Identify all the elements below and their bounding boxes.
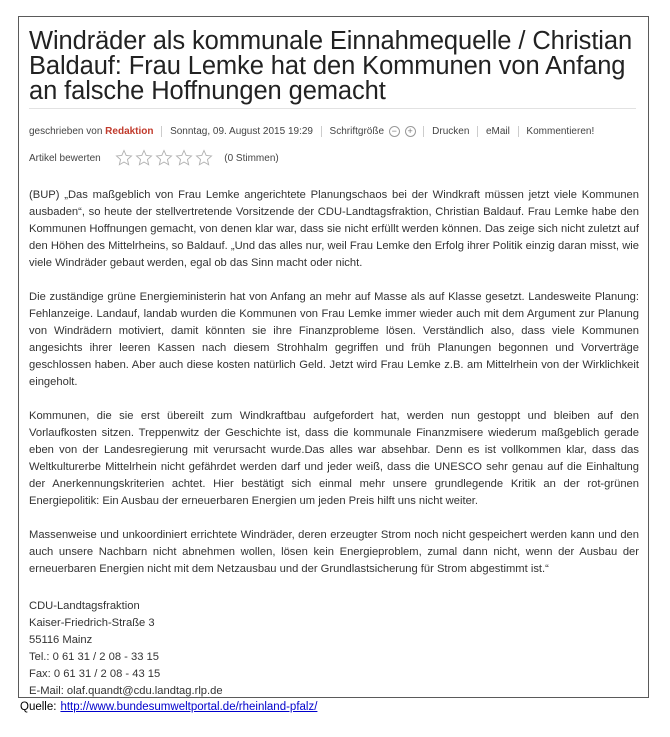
- contact-fax: Fax: 0 61 31 / 2 08 - 43 15: [29, 668, 161, 680]
- article-title: Windräder als kommunale Einnahmequelle / Christian Baldauf: Frau Lemke hat den Kommunen von Anfang an falsche Hoffnungen gemacht: [29, 27, 633, 105]
- font-decrease-button[interactable]: −: [389, 126, 400, 137]
- article-body: [29, 187, 639, 595]
- article-frame: [18, 16, 649, 698]
- print-link[interactable]: Drucken: [432, 126, 470, 137]
- title-divider: [29, 108, 636, 109]
- publish-date: Sonntag, 09. August 2015 19:29: [170, 126, 313, 137]
- rating-stars: [115, 149, 215, 167]
- contact-block: [29, 598, 329, 700]
- article-meta-bar: [29, 126, 644, 137]
- source-link[interactable]: http://www.bundesumweltportal.de/rheinland-pfalz/: [60, 701, 318, 713]
- source-label: Quelle:: [20, 701, 57, 713]
- contact-email-label: E-Mail:: [29, 685, 64, 697]
- contact-city: 55116 Mainz: [29, 634, 93, 646]
- article-paragraph: Massenweise und unkoordiniert errichtete Windräder, deren erzeugter Strom noch nicht gespeichert werden kann und den auch unsere Nachbarn nicht abnehmen wollen, lösen kein Energieproblem, zumal dann nicht, wenn der Ausbau der erneuerbaren Energien nicht mit dem Netzausbau und der Grundlastsicherung für Strom abgestimmt ist.“: [29, 529, 639, 575]
- star-icon[interactable]: [135, 149, 153, 167]
- contact-email-line: [29, 683, 329, 700]
- meta-separator: [477, 126, 478, 137]
- meta-separator: [321, 126, 322, 137]
- article-paragraph: Kommunen, die sie erst übereilt zum Windkraftbau aufgefordert hat, werden nun gestoppt und bleiben auf den Vorlaufkosten sitzen. Treppenwitz der Geschichte ist, dass die kommunale Finanzmisere wiederum maßgeblich gerade eben von der Landesregierung mit verursacht wurde.Das alles war absehbar. Denn es ist vollkommen klar, dass das Weltkulturerbe Mittelrhein nicht gefährdet werden darf und jeder weiß, dass die UNESCO sehr genau auf die Einhaltung der Anerkennungskriterien achtet. Hier bestätigt sich einmal mehr unsere grundlegende Kritik an der rot-grünen Energiepolitik: Ein Ausbau der erneuerbaren Energien um jeden Preis hilft uns nicht weiter.: [29, 410, 639, 507]
- source-line: [20, 701, 317, 713]
- written-by-label: geschrieben von: [29, 126, 103, 137]
- contact-email[interactable]: olaf.quandt@cdu.landtag.rlp.de: [66, 685, 223, 697]
- comment-link[interactable]: Kommentieren!: [526, 126, 595, 137]
- star-icon[interactable]: [175, 149, 193, 167]
- star-icon[interactable]: [155, 149, 173, 167]
- font-increase-button[interactable]: +: [405, 126, 416, 137]
- rating-votes: (0 Stimmen): [224, 152, 279, 164]
- font-size-label: Schriftgröße: [329, 126, 385, 137]
- article-paragraph: (BUP) „Das maßgeblich von Frau Lemke angerichtete Planungschaos bei der Windkraft müssen jetzt viele Kommunen ausbaden“, so heute der stellvertretende Vorsitzende der CDU-Landtagsfraktion, Christian Baldauf. Frau Lemke habe den Kommunen Hoffnungen gemacht, von denen klar war, dass sie nicht erfüllt werden können. Das zeige sich nicht zuletzt auf den Höhen des Mittelrheins, so Baldauf. „Und das alles nur, weil Frau Lemke den Erfolg ihrer Politik einzig daran misst, wie viele Windräder gebaut werden, egal ob das Sinn macht oder nicht.: [29, 189, 639, 269]
- star-icon[interactable]: [115, 149, 133, 167]
- rating-label: Artikel bewerten: [29, 152, 101, 164]
- contact-street: Kaiser-Friedrich-Straße 3: [29, 617, 155, 629]
- article-paragraph: Die zuständige grüne Energieministerin hat von Anfang an mehr auf Masse als auf Klasse gesetzt. Landesweite Planung: Fehlanzeige. Landauf, landab wurden die Kommunen von Frau Lemke immer wieder auch mit dem Argument zur Planung von Windrädern motiviert, damit könnten sie ihre Finanzprobleme lösen. Verständlich also, dass viele Kommunen angesichts ihrer leeren Kassen nach diesem Strohhalm gegriffen und früh Planungen begonnen und Vorverträge geschlossen haben. Aber auch diese kosten natürlich Geld. Jetzt wird Frau Lemke z.B. am Mittelrhein von der Wirklichkeit eingeholt.: [29, 291, 639, 388]
- article-rating: [29, 149, 279, 167]
- star-icon[interactable]: [195, 149, 213, 167]
- meta-separator: [423, 126, 424, 137]
- contact-org: CDU-Landtagsfraktion: [29, 600, 140, 612]
- meta-separator: [518, 126, 519, 137]
- email-link[interactable]: eMail: [485, 126, 510, 137]
- author-link[interactable]: Redaktion: [105, 126, 154, 137]
- meta-separator: [161, 126, 162, 137]
- contact-tel: Tel.: 0 61 31 / 2 08 - 33 15: [29, 651, 159, 663]
